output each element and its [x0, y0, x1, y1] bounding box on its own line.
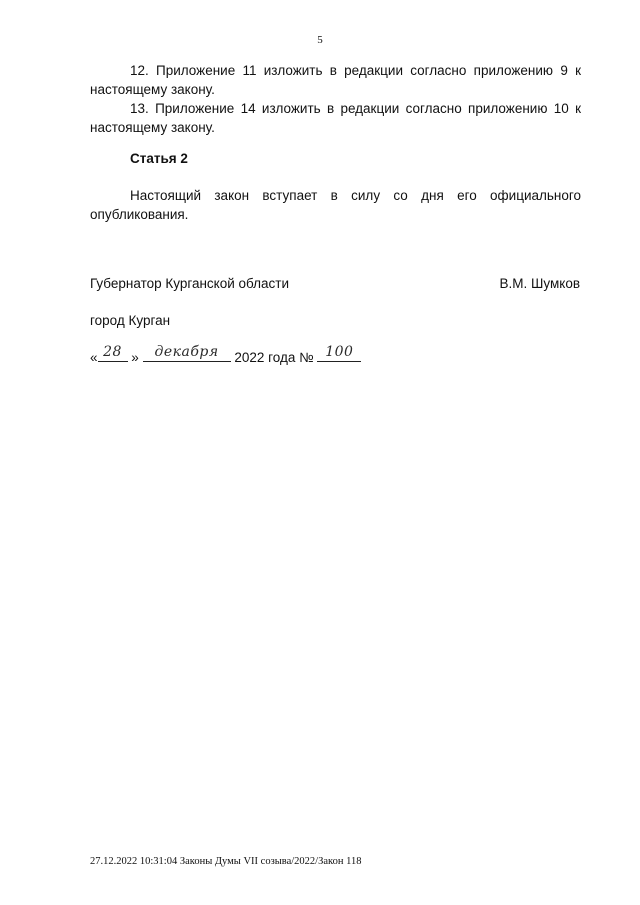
year-text: 2022 года №	[234, 350, 314, 365]
day-handwritten: 28	[103, 344, 122, 360]
article-title: Статья 2	[130, 151, 188, 166]
article-text: Настоящий закон вступает в силу со дня его официального опубликования.	[90, 188, 581, 222]
signature-name: В.М. Шумков	[499, 276, 580, 291]
footer-stamp: 27.12.2022 10:31:04 Законы Думы VII созыва/2022/Закон 118	[90, 856, 362, 867]
date-line	[90, 346, 361, 365]
number-field	[317, 346, 361, 362]
month-field	[143, 346, 231, 362]
open-quote: «	[90, 350, 98, 365]
close-quote: »	[131, 350, 139, 365]
page-number: 5	[317, 34, 323, 46]
city: город Курган	[90, 313, 171, 328]
item-13: 13. Приложение 14 изложить в редакции согласно приложению 10 к настоящему закону.	[90, 101, 581, 135]
day-field	[98, 346, 128, 362]
month-handwritten: декабря	[154, 344, 219, 360]
number-handwritten: 100	[325, 344, 354, 360]
signature-position: Губернатор Курганской области	[90, 276, 290, 291]
item-12: 12. Приложение 11 изложить в редакции согласно приложению 9 к настоящему закону.	[90, 63, 581, 97]
